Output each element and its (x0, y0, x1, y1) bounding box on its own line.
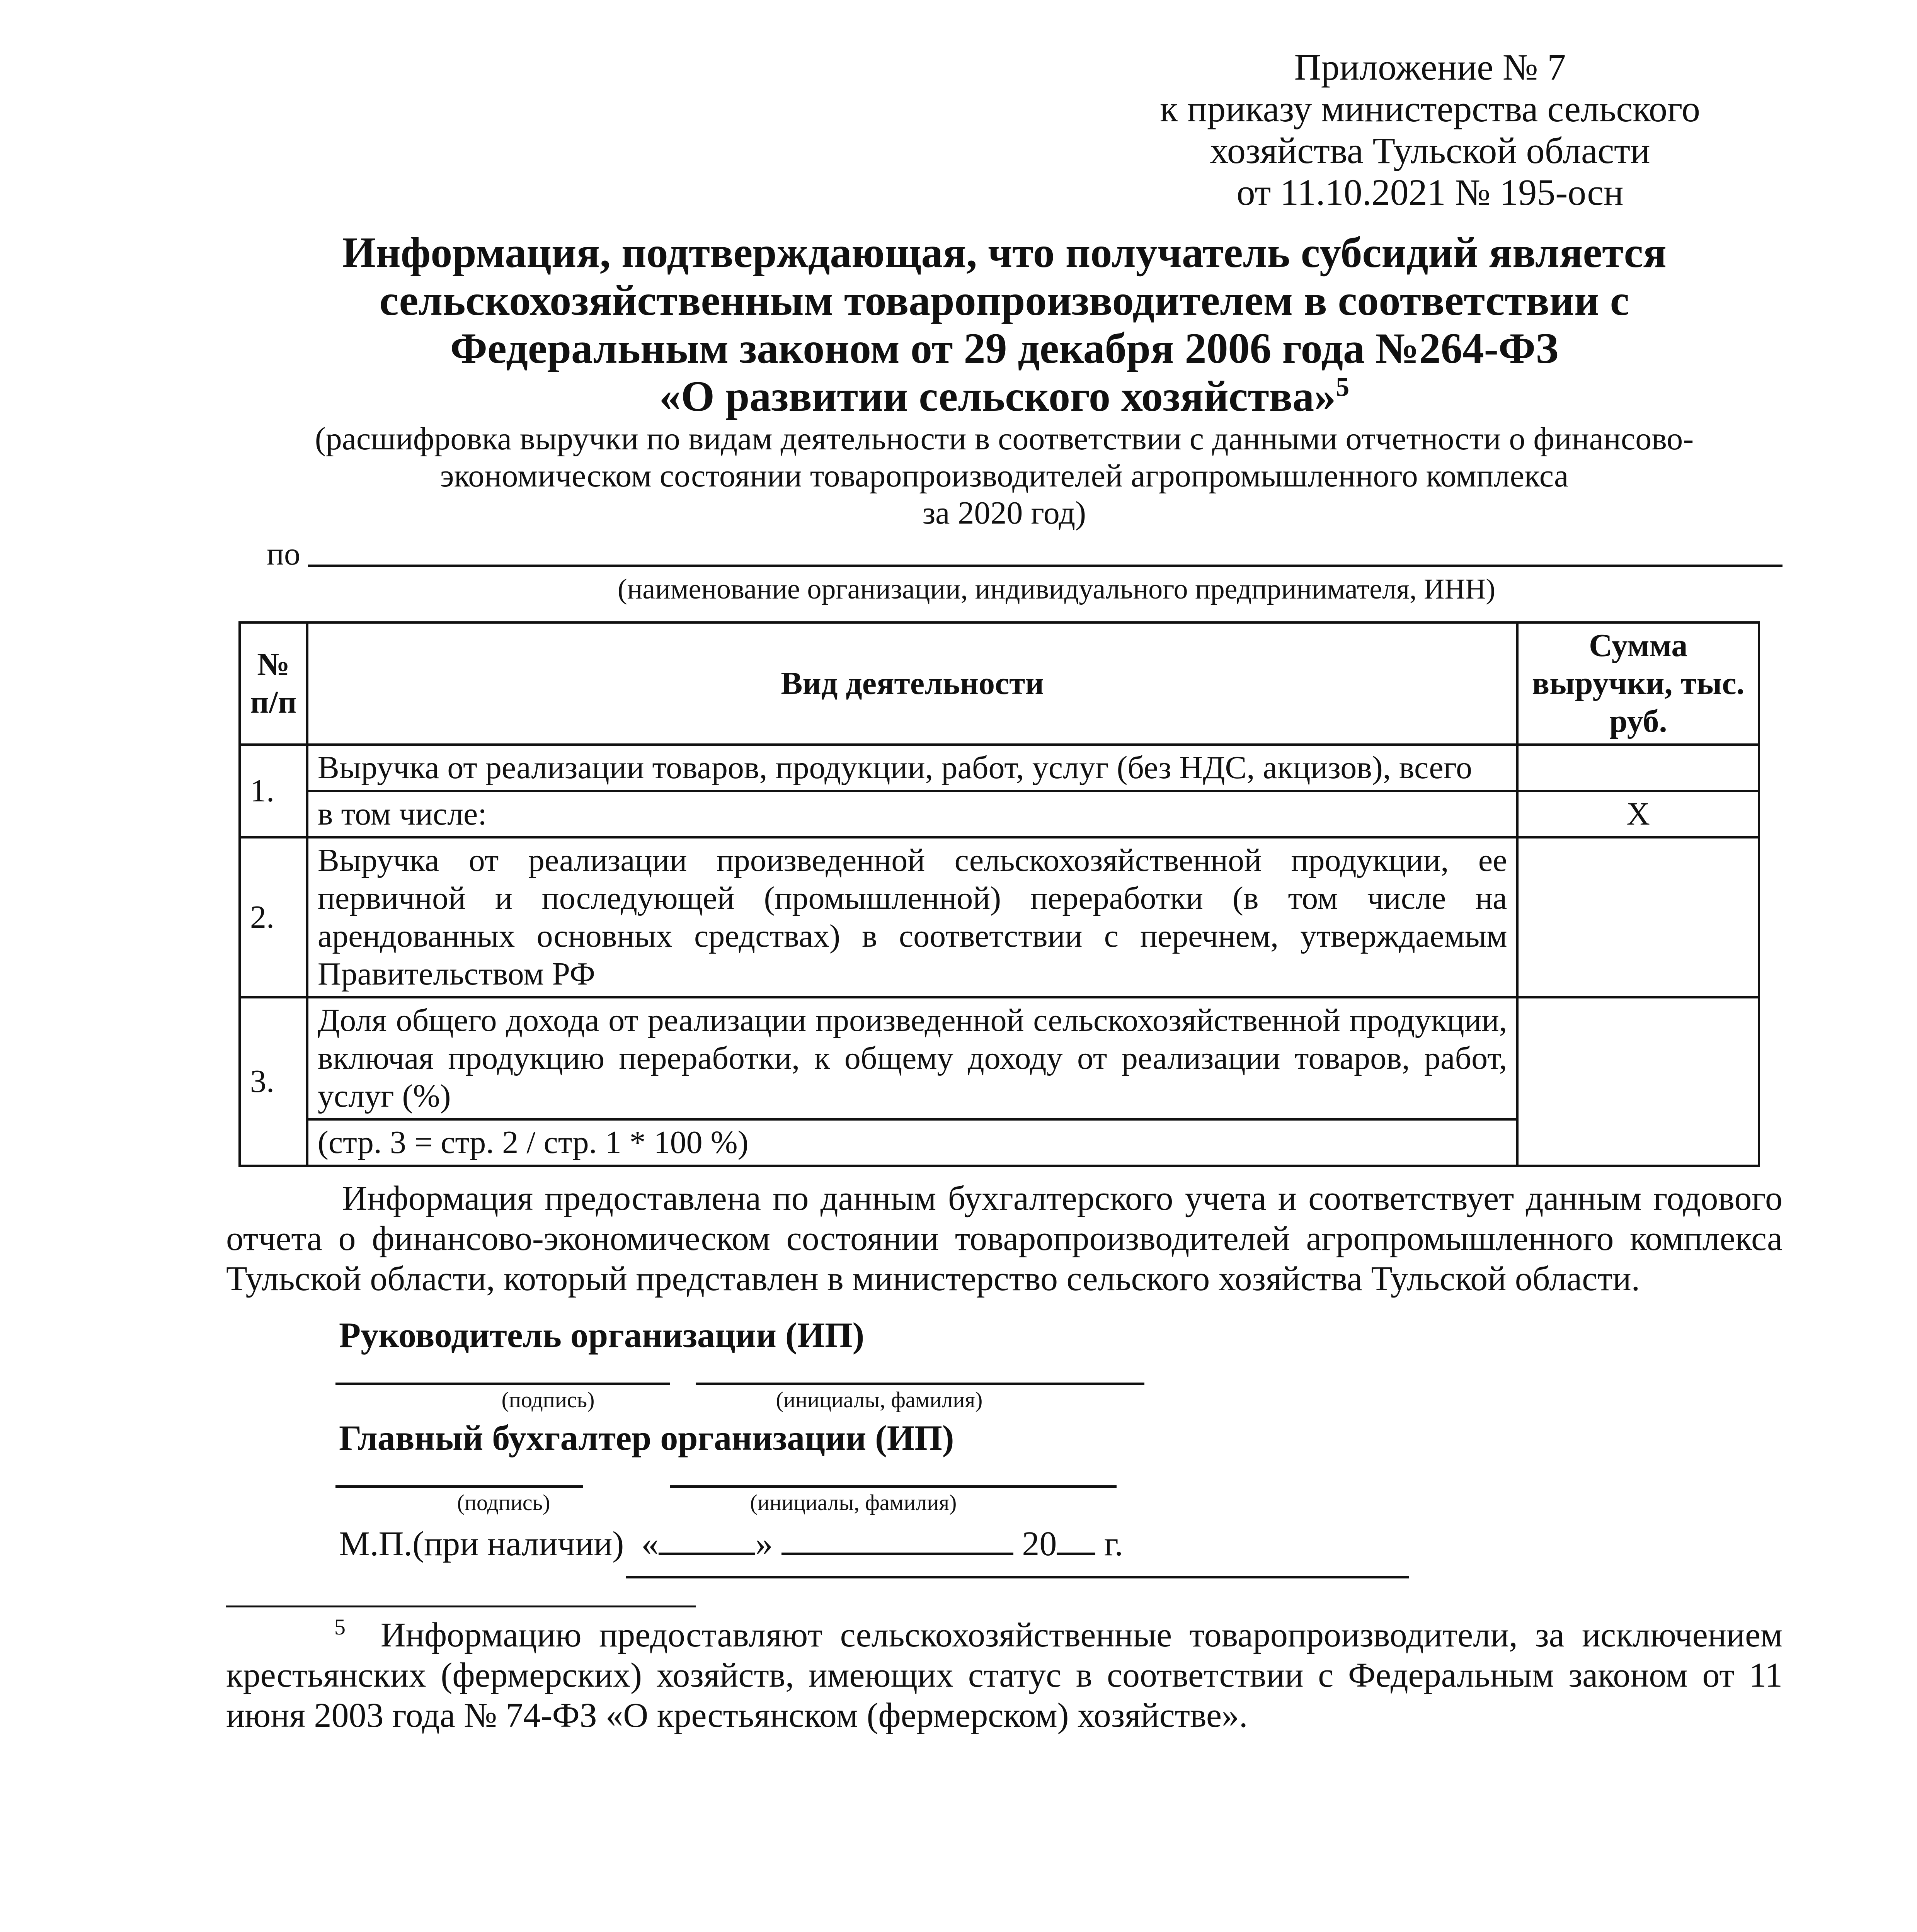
head-label: Руководитель организации (ИП) (339, 1315, 865, 1355)
head-name-field[interactable] (696, 1383, 1144, 1385)
table-row (240, 997, 1759, 1119)
org-prefix: по (267, 536, 300, 572)
table-row (240, 837, 1759, 997)
accountant-label: Главный бухгалтер организации (ИП) (339, 1418, 954, 1458)
table-header-row (240, 622, 1759, 745)
row-num: 2. (240, 837, 307, 997)
statement-paragraph: Информация предоставлена по данным бухгалтерского учета и соответствует данным годового отчета о финансово-экономическом состоянии товаропроизводителей агропромышленного комплекса Тульской области, который представлен в министерство сельского хозяйства Тульской области. (226, 1179, 1783, 1298)
row-text: в том числе: (307, 791, 1518, 837)
year-field[interactable] (1057, 1526, 1095, 1555)
row-value[interactable] (1517, 837, 1759, 997)
accountant-signature-row (335, 1458, 1783, 1516)
month-field[interactable] (781, 1526, 1013, 1555)
row-num: 1. (240, 745, 307, 837)
separator-line (626, 1576, 1409, 1578)
name-caption: (инициалы, фамилия) (750, 1490, 957, 1515)
footnote-ref: 5 (1336, 372, 1350, 402)
title-line: сельскохозяйственным товаропроизводителем в соответствии с (379, 277, 1629, 325)
stamp-date-line: М.П.(при наличии) « » 20 г. (339, 1525, 1124, 1563)
appendix-line: от 11.10.2021 № 195-осн (1236, 172, 1624, 213)
row-text: Выручка от реализации товаров, продукции, работ, услуг (без НДС, акцизов), всего (307, 745, 1518, 791)
document-title (226, 229, 1783, 420)
header-activity: Вид деятельности (307, 622, 1518, 745)
accountant-name-field[interactable] (670, 1485, 1117, 1488)
row-value: X (1517, 791, 1759, 837)
document-subtitle (226, 420, 1783, 532)
header-num: № п/п (240, 622, 307, 745)
appendix-header (1044, 46, 1817, 213)
title-line: «О развитии сельского хозяйства»$^5$ (659, 372, 1350, 420)
table-row (240, 791, 1759, 837)
header-sum: Сумма выручки, тыс. руб. (1517, 622, 1759, 745)
title-line: Информация, подтверждающая, что получатель субсидий является (342, 229, 1667, 277)
row-text: Доля общего дохода от реализации произведенной сельскохозяйственной продукции, включая продукцию переработки, к общему доходу от реализации товаров, работ, услуг (%) (307, 997, 1518, 1119)
sign-caption: (подпись) (501, 1387, 595, 1412)
row-text: (стр. 3 = стр. 2 / стр. 1 * 100 %) (307, 1119, 1518, 1166)
row-value[interactable] (1517, 745, 1759, 791)
head-signature-row (335, 1355, 1783, 1413)
subtitle-line: экономическом состоянии товаропроизводителей агропромышленного комплекса (440, 458, 1569, 494)
org-caption: (наименование организации, индивидуального предпринимателя, ИНН) (618, 573, 1495, 605)
title-line: Федеральным законом от 29 декабря 2006 года №264-ФЗ (450, 325, 1559, 372)
row-text: Выручка от реализации произведенной сельскохозяйственной продукции, ее первичной и последующей (промышленной) переработки (в том числе на арендованных основных средствах) в соответствии с перечнем, утверждаемым Правительством РФ (307, 837, 1518, 997)
table-row (240, 745, 1759, 791)
sign-caption: (подпись) (457, 1490, 550, 1515)
org-row (267, 536, 1783, 573)
stamp-label: М.П.(при наличии) (339, 1525, 624, 1563)
row-num: 3. (240, 997, 307, 1166)
subtitle-line: (расшифровка выручки по видам деятельности в соответствии с данными отчетности о финансово- (315, 421, 1694, 457)
row-value[interactable] (1517, 997, 1759, 1166)
name-caption: (инициалы, фамилия) (776, 1387, 983, 1412)
footnote-rule (226, 1605, 696, 1607)
footnote: $^5$ Информацию предоставляют сельскохозяйственные товаропроизводители, за исключением крестьянских (фермерских) хозяйств, имеющих статус в соответствии с Федеральным законом от 11 июня 2003 года № 74-ФЗ «О крестьянском (фермерском) хозяйстве». (226, 1614, 1783, 1735)
appendix-line: хозяйства Тульской области (1210, 130, 1650, 171)
subtitle-line: за 2020 год) (922, 495, 1086, 531)
accountant-signature-field[interactable] (335, 1485, 583, 1488)
appendix-line: к приказу министерства сельского (1160, 88, 1700, 129)
day-field[interactable] (659, 1526, 755, 1555)
appendix-line: Приложение № 7 (1294, 46, 1566, 88)
revenue-table (238, 621, 1760, 1167)
org-name-field[interactable] (308, 565, 1783, 567)
head-signature-field[interactable] (335, 1383, 670, 1385)
